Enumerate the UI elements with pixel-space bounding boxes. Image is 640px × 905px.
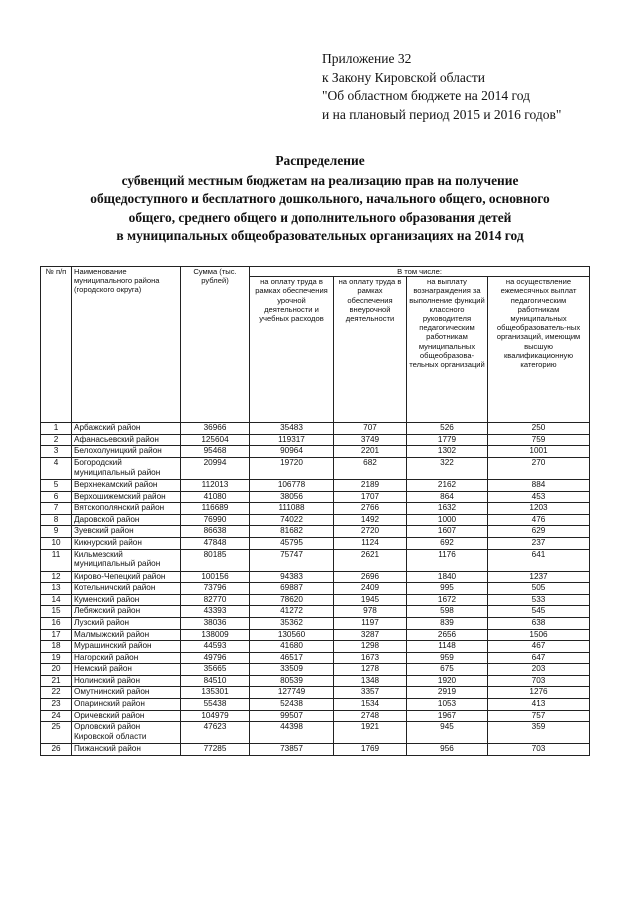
class-teacher-amount: 2919 bbox=[407, 687, 488, 699]
district-name: Лебяжский район bbox=[72, 606, 181, 618]
district-name: Котельничский район bbox=[72, 583, 181, 595]
district-name: Зуевский район bbox=[72, 526, 181, 538]
class-teacher-amount: 1607 bbox=[407, 526, 488, 538]
subsidy-table bbox=[40, 266, 590, 756]
row-number: 12 bbox=[41, 571, 72, 583]
vneurochnaya-amount: 3749 bbox=[334, 434, 407, 446]
vneurochnaya-amount: 1124 bbox=[334, 537, 407, 549]
qualification-amount: 467 bbox=[488, 641, 590, 653]
row-number: 20 bbox=[41, 664, 72, 676]
class-teacher-amount: 1920 bbox=[407, 675, 488, 687]
total-sum: 47623 bbox=[181, 722, 250, 744]
vneurochnaya-amount: 2766 bbox=[334, 503, 407, 515]
district-name: Лузский район bbox=[72, 617, 181, 629]
row-number: 4 bbox=[41, 457, 72, 479]
qualification-amount: 1506 bbox=[488, 629, 590, 641]
table-row bbox=[41, 687, 590, 699]
urochnaya-amount: 52438 bbox=[250, 699, 334, 711]
row-number: 18 bbox=[41, 641, 72, 653]
class-teacher-amount: 598 bbox=[407, 606, 488, 618]
vneurochnaya-amount: 1769 bbox=[334, 744, 407, 756]
vneurochnaya-amount: 1921 bbox=[334, 722, 407, 744]
qualification-amount: 476 bbox=[488, 514, 590, 526]
total-sum: 47848 bbox=[181, 537, 250, 549]
table-row bbox=[41, 722, 590, 744]
vneurochnaya-amount: 1945 bbox=[334, 594, 407, 606]
title-line: общего, среднего общего и дополнительного образования детей bbox=[128, 209, 512, 225]
class-teacher-amount: 526 bbox=[407, 423, 488, 435]
urochnaya-amount: 111088 bbox=[250, 503, 334, 515]
district-name: Пижанский район bbox=[72, 744, 181, 756]
total-sum: 82770 bbox=[181, 594, 250, 606]
total-sum: 20994 bbox=[181, 457, 250, 479]
district-name: Белохолуницкий район bbox=[72, 446, 181, 458]
class-teacher-amount: 2656 bbox=[407, 629, 488, 641]
urochnaya-amount: 69887 bbox=[250, 583, 334, 595]
total-sum: 77285 bbox=[181, 744, 250, 756]
title-line: в муниципальных общеобразовательных организациях на 2014 год bbox=[116, 228, 524, 244]
district-name: Верхнекамский район bbox=[72, 479, 181, 491]
vneurochnaya-amount: 1492 bbox=[334, 514, 407, 526]
total-sum: 86638 bbox=[181, 526, 250, 538]
header-col-vneurochnaya: на оплату труда в рамках обеспечения внеурочной деятельности bbox=[334, 277, 407, 423]
urochnaya-amount: 38056 bbox=[250, 491, 334, 503]
table-row bbox=[41, 526, 590, 538]
class-teacher-amount: 675 bbox=[407, 664, 488, 676]
header-col-qualification: на осуществление ежемесячных выплат педагогическим работникам муниципальных общеобразователь-ных организаций, имеющим высшую квалификационную категорию bbox=[488, 277, 590, 423]
class-teacher-amount: 959 bbox=[407, 652, 488, 664]
total-sum: 104979 bbox=[181, 710, 250, 722]
qualification-amount: 453 bbox=[488, 491, 590, 503]
table-row bbox=[41, 446, 590, 458]
class-teacher-amount: 864 bbox=[407, 491, 488, 503]
table-row bbox=[41, 549, 590, 571]
district-name: Омутнинский район bbox=[72, 687, 181, 699]
urochnaya-amount: 75747 bbox=[250, 549, 334, 571]
total-sum: 138009 bbox=[181, 629, 250, 641]
district-name: Опаринский район bbox=[72, 699, 181, 711]
table-row bbox=[41, 710, 590, 722]
table-row bbox=[41, 583, 590, 595]
class-teacher-amount: 1967 bbox=[407, 710, 488, 722]
class-teacher-amount: 2162 bbox=[407, 479, 488, 491]
row-number: 2 bbox=[41, 434, 72, 446]
urochnaya-amount: 74022 bbox=[250, 514, 334, 526]
total-sum: 112013 bbox=[181, 479, 250, 491]
class-teacher-amount: 1053 bbox=[407, 699, 488, 711]
vneurochnaya-amount: 3357 bbox=[334, 687, 407, 699]
total-sum: 100156 bbox=[181, 571, 250, 583]
total-sum: 76990 bbox=[181, 514, 250, 526]
qualification-amount: 703 bbox=[488, 744, 590, 756]
urochnaya-amount: 78620 bbox=[250, 594, 334, 606]
class-teacher-amount: 1176 bbox=[407, 549, 488, 571]
class-teacher-amount: 956 bbox=[407, 744, 488, 756]
total-sum: 80185 bbox=[181, 549, 250, 571]
urochnaya-amount: 81682 bbox=[250, 526, 334, 538]
urochnaya-amount: 94383 bbox=[250, 571, 334, 583]
table-row bbox=[41, 537, 590, 549]
urochnaya-amount: 127749 bbox=[250, 687, 334, 699]
header-name: Наименование муниципального района (городского округа) bbox=[72, 267, 181, 423]
row-number: 7 bbox=[41, 503, 72, 515]
header-including: В том числе: bbox=[250, 267, 590, 277]
row-number: 9 bbox=[41, 526, 72, 538]
qualification-amount: 759 bbox=[488, 434, 590, 446]
class-teacher-amount: 322 bbox=[407, 457, 488, 479]
vneurochnaya-amount: 2696 bbox=[334, 571, 407, 583]
title-head: Распределение bbox=[275, 153, 365, 168]
qualification-amount: 1237 bbox=[488, 571, 590, 583]
class-teacher-amount: 839 bbox=[407, 617, 488, 629]
qualification-amount: 638 bbox=[488, 617, 590, 629]
row-number: 13 bbox=[41, 583, 72, 595]
row-number: 1 bbox=[41, 423, 72, 435]
district-name: Малмыжский район bbox=[72, 629, 181, 641]
urochnaya-amount: 73857 bbox=[250, 744, 334, 756]
qualification-amount: 1001 bbox=[488, 446, 590, 458]
qualification-amount: 1203 bbox=[488, 503, 590, 515]
document-title bbox=[40, 152, 600, 246]
district-name: Куменский район bbox=[72, 594, 181, 606]
qualification-amount: 703 bbox=[488, 675, 590, 687]
district-name: Даровской район bbox=[72, 514, 181, 526]
table-row bbox=[41, 457, 590, 479]
row-number: 8 bbox=[41, 514, 72, 526]
urochnaya-amount: 45795 bbox=[250, 537, 334, 549]
vneurochnaya-amount: 2621 bbox=[334, 549, 407, 571]
urochnaya-amount: 90964 bbox=[250, 446, 334, 458]
urochnaya-amount: 19720 bbox=[250, 457, 334, 479]
appendix-line: Приложение 32 bbox=[322, 51, 412, 66]
table-row bbox=[41, 617, 590, 629]
total-sum: 116689 bbox=[181, 503, 250, 515]
urochnaya-amount: 46517 bbox=[250, 652, 334, 664]
table-body bbox=[41, 423, 590, 756]
qualification-amount: 757 bbox=[488, 710, 590, 722]
total-sum: 44593 bbox=[181, 641, 250, 653]
qualification-amount: 270 bbox=[488, 457, 590, 479]
vneurochnaya-amount: 1278 bbox=[334, 664, 407, 676]
row-number: 14 bbox=[41, 594, 72, 606]
vneurochnaya-amount: 1707 bbox=[334, 491, 407, 503]
header-sum: Сумма (тыс. рублей) bbox=[181, 267, 250, 423]
qualification-amount: 237 bbox=[488, 537, 590, 549]
qualification-amount: 413 bbox=[488, 699, 590, 711]
total-sum: 43393 bbox=[181, 606, 250, 618]
vneurochnaya-amount: 3287 bbox=[334, 629, 407, 641]
row-number: 10 bbox=[41, 537, 72, 549]
total-sum: 84510 bbox=[181, 675, 250, 687]
district-name: Кильмезский муниципальный район bbox=[72, 549, 181, 571]
table-row bbox=[41, 423, 590, 435]
vneurochnaya-amount: 2409 bbox=[334, 583, 407, 595]
table-row bbox=[41, 664, 590, 676]
district-name: Кирово-Чепецкий район bbox=[72, 571, 181, 583]
urochnaya-amount: 119317 bbox=[250, 434, 334, 446]
row-number: 24 bbox=[41, 710, 72, 722]
district-name: Мурашинский район bbox=[72, 641, 181, 653]
row-number: 19 bbox=[41, 652, 72, 664]
vneurochnaya-amount: 978 bbox=[334, 606, 407, 618]
table-row bbox=[41, 675, 590, 687]
urochnaya-amount: 80539 bbox=[250, 675, 334, 687]
table-row bbox=[41, 641, 590, 653]
qualification-amount: 1276 bbox=[488, 687, 590, 699]
total-sum: 49796 bbox=[181, 652, 250, 664]
row-number: 25 bbox=[41, 722, 72, 744]
appendix-line: и на плановый период 2015 и 2016 годов" bbox=[322, 106, 562, 122]
table-row bbox=[41, 571, 590, 583]
district-name: Богородский муниципальный район bbox=[72, 457, 181, 479]
row-number: 17 bbox=[41, 629, 72, 641]
qualification-amount: 641 bbox=[488, 549, 590, 571]
qualification-amount: 359 bbox=[488, 722, 590, 744]
class-teacher-amount: 1632 bbox=[407, 503, 488, 515]
class-teacher-amount: 1302 bbox=[407, 446, 488, 458]
urochnaya-amount: 35362 bbox=[250, 617, 334, 629]
qualification-amount: 647 bbox=[488, 652, 590, 664]
table-row bbox=[41, 479, 590, 491]
class-teacher-amount: 995 bbox=[407, 583, 488, 595]
total-sum: 125604 bbox=[181, 434, 250, 446]
district-name: Кикнурский район bbox=[72, 537, 181, 549]
row-number: 5 bbox=[41, 479, 72, 491]
total-sum: 55438 bbox=[181, 699, 250, 711]
district-name: Нагорский район bbox=[72, 652, 181, 664]
district-name: Верхошижемский район bbox=[72, 491, 181, 503]
urochnaya-amount: 41272 bbox=[250, 606, 334, 618]
table-row bbox=[41, 629, 590, 641]
class-teacher-amount: 945 bbox=[407, 722, 488, 744]
title-line: субвенций местным бюджетам на реализацию прав на получение bbox=[121, 172, 519, 188]
table-row bbox=[41, 744, 590, 756]
vneurochnaya-amount: 1298 bbox=[334, 641, 407, 653]
district-name: Вятскополянский район bbox=[72, 503, 181, 515]
urochnaya-amount: 33509 bbox=[250, 664, 334, 676]
table-row bbox=[41, 491, 590, 503]
total-sum: 35665 bbox=[181, 664, 250, 676]
urochnaya-amount: 44398 bbox=[250, 722, 334, 744]
urochnaya-amount: 99507 bbox=[250, 710, 334, 722]
qualification-amount: 250 bbox=[488, 423, 590, 435]
row-number: 22 bbox=[41, 687, 72, 699]
appendix-line: "Об областном бюджете на 2014 год bbox=[322, 88, 530, 103]
vneurochnaya-amount: 1673 bbox=[334, 652, 407, 664]
class-teacher-amount: 1000 bbox=[407, 514, 488, 526]
total-sum: 95468 bbox=[181, 446, 250, 458]
vneurochnaya-amount: 2720 bbox=[334, 526, 407, 538]
class-teacher-amount: 1779 bbox=[407, 434, 488, 446]
vneurochnaya-amount: 682 bbox=[334, 457, 407, 479]
district-name: Орловский район Кировской области bbox=[72, 722, 181, 744]
table-row bbox=[41, 434, 590, 446]
table-row bbox=[41, 503, 590, 515]
row-number: 26 bbox=[41, 744, 72, 756]
table-row bbox=[41, 606, 590, 618]
qualification-amount: 629 bbox=[488, 526, 590, 538]
class-teacher-amount: 1148 bbox=[407, 641, 488, 653]
district-name: Нолинский район bbox=[72, 675, 181, 687]
district-name: Арбажский район bbox=[72, 423, 181, 435]
row-number: 23 bbox=[41, 699, 72, 711]
urochnaya-amount: 130560 bbox=[250, 629, 334, 641]
total-sum: 135301 bbox=[181, 687, 250, 699]
header-num: № п/п bbox=[41, 267, 72, 423]
qualification-amount: 884 bbox=[488, 479, 590, 491]
class-teacher-amount: 1672 bbox=[407, 594, 488, 606]
header-col-urochnaya: на оплату труда в рамках обеспечения урочной деятельности и учебных расходов bbox=[250, 277, 334, 423]
vneurochnaya-amount: 1534 bbox=[334, 699, 407, 711]
urochnaya-amount: 106778 bbox=[250, 479, 334, 491]
class-teacher-amount: 692 bbox=[407, 537, 488, 549]
total-sum: 73796 bbox=[181, 583, 250, 595]
table-row bbox=[41, 652, 590, 664]
district-name: Афанасьевский район bbox=[72, 434, 181, 446]
total-sum: 36966 bbox=[181, 423, 250, 435]
district-name: Оричевский район bbox=[72, 710, 181, 722]
table-row bbox=[41, 699, 590, 711]
vneurochnaya-amount: 1348 bbox=[334, 675, 407, 687]
vneurochnaya-amount: 2189 bbox=[334, 479, 407, 491]
vneurochnaya-amount: 2748 bbox=[334, 710, 407, 722]
table-row bbox=[41, 594, 590, 606]
total-sum: 41080 bbox=[181, 491, 250, 503]
row-number: 21 bbox=[41, 675, 72, 687]
row-number: 16 bbox=[41, 617, 72, 629]
appendix-caption bbox=[322, 50, 561, 124]
row-number: 11 bbox=[41, 549, 72, 571]
urochnaya-amount: 41680 bbox=[250, 641, 334, 653]
class-teacher-amount: 1840 bbox=[407, 571, 488, 583]
vneurochnaya-amount: 707 bbox=[334, 423, 407, 435]
vneurochnaya-amount: 1197 bbox=[334, 617, 407, 629]
row-number: 6 bbox=[41, 491, 72, 503]
total-sum: 38036 bbox=[181, 617, 250, 629]
qualification-amount: 505 bbox=[488, 583, 590, 595]
title-line: общедоступного и бесплатного дошкольного, начального общего, основного bbox=[90, 191, 550, 207]
district-name: Немский район bbox=[72, 664, 181, 676]
qualification-amount: 203 bbox=[488, 664, 590, 676]
vneurochnaya-amount: 2201 bbox=[334, 446, 407, 458]
header-col-class-teacher: на выплату вознаграждения за выполнение функций классного руководителя педагогическим работникам муниципальных общеобразова-тельных организаций bbox=[407, 277, 488, 423]
appendix-line: к Закону Кировской области bbox=[322, 69, 486, 85]
table-row bbox=[41, 514, 590, 526]
qualification-amount: 545 bbox=[488, 606, 590, 618]
row-number: 3 bbox=[41, 446, 72, 458]
qualification-amount: 533 bbox=[488, 594, 590, 606]
row-number: 15 bbox=[41, 606, 72, 618]
urochnaya-amount: 35483 bbox=[250, 423, 334, 435]
